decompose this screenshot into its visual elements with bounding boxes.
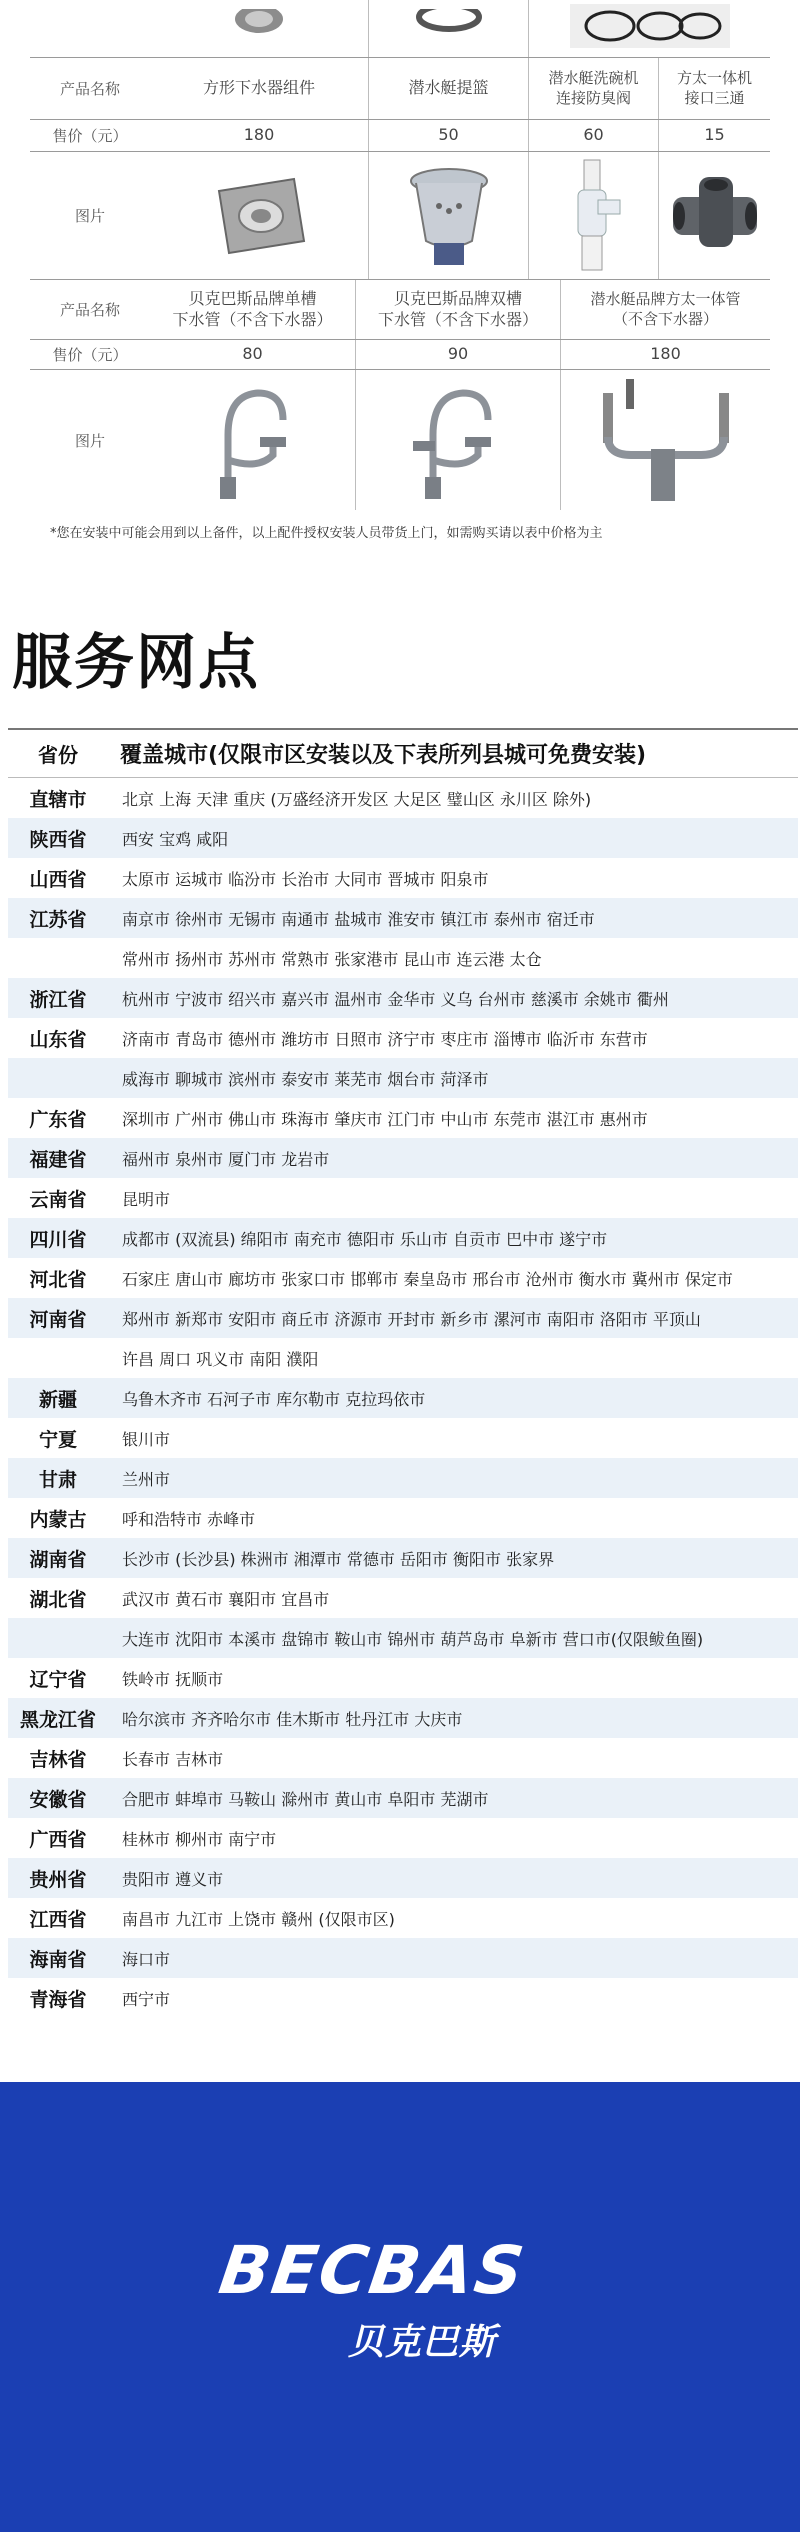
table-row [8, 898, 798, 938]
cities-cell: 武汉市 黄石市 襄阳市 宜昌市 [122, 1589, 330, 1609]
province-cell: 吉林省 [29, 1748, 87, 1771]
table-row [8, 1938, 798, 1978]
image-header: 图片 [74, 431, 105, 450]
table-row [8, 778, 798, 818]
province-cell: 云南省 [29, 1188, 87, 1211]
table-row [8, 1898, 798, 1938]
price-header: 售价（元） [52, 346, 128, 364]
province-cell: 河北省 [29, 1268, 87, 1291]
product-name-row-2 [30, 280, 770, 340]
province-cell: 青海省 [29, 1988, 87, 2011]
cities-cell: 西宁市 [122, 1989, 171, 2009]
cities-cell: 哈尔滨市 齐齐哈尔市 佳木斯市 牡丹江市 大庆市 [122, 1709, 463, 1729]
cities-cell: 合肥市 蚌埠市 马鞍山 滁州市 黄山市 阜阳市 芜湖市 [122, 1789, 489, 1809]
cities-cell: 常州市 扬州市 苏州市 常熟市 张家港市 昆山市 连云港 太仓 [122, 949, 542, 969]
table-row [8, 1858, 798, 1898]
cities-cell: 铁岭市 抚顺市 [122, 1669, 224, 1689]
product-name: 潜水艇品牌方太一体管 （不含下水器） [560, 280, 770, 339]
province-cell: 四川省 [29, 1228, 87, 1251]
product-image-row-1 [30, 152, 770, 280]
cities-cell: 贵阳市 遵义市 [122, 1869, 224, 1889]
table-row [8, 1338, 798, 1378]
province-cell: 海南省 [29, 1948, 87, 1971]
table-row [8, 1498, 798, 1538]
cities-cell: 南京市 徐州市 无锡市 南通市 盐城市 淮安市 镇江市 泰州市 宿迁市 [122, 909, 595, 929]
drain-part-icon [219, 9, 299, 49]
price-header: 售价（元） [52, 127, 128, 145]
anti-odor-valve-icon [564, 156, 624, 276]
cities-header: 覆盖城市(仅限市区安装以及下表所列县城可免费安装) [120, 743, 647, 768]
cities-cell: 兰州市 [122, 1469, 171, 1489]
cities-cell: 长沙市 (长沙县) 株洲市 湘潭市 常德市 岳阳市 衡阳市 张家界 [122, 1549, 555, 1569]
province-cell: 湖南省 [29, 1548, 87, 1571]
service-table [8, 728, 798, 2018]
table-row [8, 1778, 798, 1818]
province-cell: 安徽省 [29, 1788, 87, 1811]
table-row [8, 818, 798, 858]
product-name-row-1 [30, 58, 770, 120]
province-cell: 内蒙古 [29, 1508, 87, 1531]
product-name: 贝克巴斯品牌双槽 下水管（不含下水器） [355, 280, 560, 339]
table-row [8, 1658, 798, 1698]
province-cell: 湖北省 [29, 1588, 87, 1611]
cities-cell: 南昌市 九江市 上饶市 赣州 (仅限市区) [122, 1909, 395, 1929]
province-cell: 福建省 [29, 1148, 87, 1171]
tee-connector-icon [667, 171, 763, 261]
product-name: 方太一体机 接口三通 [658, 58, 770, 119]
province-cell: 贵州省 [29, 1868, 87, 1891]
table-row [8, 1698, 798, 1738]
product-price-row-2 [30, 340, 770, 370]
cities-cell: 太原市 运城市 临汾市 长治市 大同市 晋城市 阳泉市 [122, 869, 489, 889]
province-cell: 辽宁省 [29, 1668, 87, 1691]
table-row [8, 1978, 798, 2018]
cities-cell: 西安 宝鸡 咸阳 [122, 829, 229, 849]
service-table-header [8, 730, 798, 778]
image-header: 图片 [74, 207, 105, 225]
name-header: 产品名称 [59, 80, 120, 98]
product-name: 潜水艇洗碗机 连接防臭阀 [528, 58, 658, 119]
cities-cell: 石家庄 唐山市 廊坊市 张家口市 邯郸市 秦皇岛市 邢台市 沧州市 衡水市 冀州市 保定市 [122, 1269, 733, 1289]
table-row [8, 1538, 798, 1578]
table-row [8, 1578, 798, 1618]
table-row [8, 1138, 798, 1178]
product-price: 50 [368, 120, 528, 151]
cities-cell: 杭州市 宁波市 绍兴市 嘉兴市 温州市 金华市 义乌 台州市 慈溪市 余姚市 衢州 [122, 989, 669, 1009]
table-row [8, 858, 798, 898]
spare-parts-note: *您在安装中可能会用到以上备件，以上配件授权安装人员带货上门，如需购买请以表中价格为主 [50, 526, 603, 541]
cities-cell: 威海市 聊城市 滨州市 泰安市 莱芜市 烟台市 菏泽市 [122, 1069, 489, 1089]
product-price: 15 [658, 120, 770, 151]
product-name: 贝克巴斯品牌单槽 下水管（不含下水器） [172, 288, 333, 329]
product-price: 80 [242, 344, 263, 364]
province-cell: 江西省 [29, 1908, 87, 1931]
cities-cell: 大连市 沈阳市 本溪市 盘锦市 鞍山市 锦州市 葫芦岛市 阜新市 营口市(仅限鲅鱼圈) [122, 1629, 704, 1649]
product-price-row-1 [30, 120, 770, 152]
cities-cell: 福州市 泉州市 厦门市 龙岩市 [122, 1149, 330, 1169]
product-image-strip-top [30, 0, 770, 58]
section-title: 服务网点 [12, 628, 260, 698]
table-row [8, 938, 798, 978]
seal-rings-icon [550, 4, 750, 54]
province-cell: 黑龙江省 [19, 1708, 96, 1731]
service-table-body [8, 778, 798, 2018]
product-price: 180 [560, 340, 770, 369]
product-price: 180 [243, 125, 275, 145]
double-drain-pipe-icon [403, 375, 513, 505]
table-row [8, 1058, 798, 1098]
cities-cell: 桂林市 柳州市 南宁市 [122, 1829, 277, 1849]
table-row [8, 1818, 798, 1858]
province-cell: 甘肃 [38, 1468, 77, 1491]
brand-name-cn: 贝克巴斯 [348, 2322, 497, 2363]
province-cell: 河南省 [29, 1308, 87, 1331]
table-row [8, 1018, 798, 1058]
cities-cell: 成都市 (双流县) 绵阳市 南充市 德阳市 乐山市 自贡市 巴中市 遂宁市 [122, 1229, 608, 1249]
product-price: 90 [355, 340, 560, 369]
strainer-basket-icon [404, 161, 494, 271]
table-row [8, 1418, 798, 1458]
cities-cell: 许昌 周口 巩义市 南阳 濮阳 [122, 1349, 319, 1369]
name-header: 产品名称 [59, 301, 120, 319]
cities-cell: 乌鲁木齐市 石河子市 库尔勒市 克拉玛依市 [122, 1389, 426, 1409]
table-row [8, 1618, 798, 1658]
cities-cell: 呼和浩特市 赤峰市 [122, 1509, 256, 1529]
province-cell: 直辖市 [29, 788, 87, 811]
product-name: 方形下水器组件 [202, 78, 315, 98]
province-cell: 新疆 [38, 1388, 77, 1411]
single-drain-pipe-icon [198, 375, 308, 505]
cities-cell: 深圳市 广州市 佛山市 珠海市 肇庆市 江门市 中山市 东莞市 湛江市 惠州市 [122, 1109, 648, 1129]
cities-cell: 郑州市 新郑市 安阳市 商丘市 济源市 开封市 新乡市 漯河市 南阳市 洛阳市 平顶山 [122, 1309, 701, 1329]
province-cell: 广东省 [29, 1108, 87, 1131]
table-row [8, 978, 798, 1018]
brand-footer [0, 2082, 800, 2532]
basket-rim-icon [409, 9, 489, 49]
province-cell: 广西省 [29, 1828, 87, 1851]
square-drain-icon [204, 171, 314, 261]
province-cell: 山西省 [29, 868, 87, 891]
province-cell: 宁夏 [38, 1428, 77, 1451]
cities-cell: 银川市 [122, 1429, 171, 1449]
brand-logo [214, 2232, 590, 2392]
cities-cell: 济南市 青岛市 德州市 潍坊市 日照市 济宁市 枣庄市 淄博市 临沂市 东营市 [122, 1029, 648, 1049]
table-row [8, 1178, 798, 1218]
table-row [8, 1258, 798, 1298]
table-row [8, 1458, 798, 1498]
table-row [8, 1218, 798, 1258]
product-image-row-2 [30, 370, 770, 510]
cities-cell: 北京 上海 天津 重庆 (万盛经济开发区 大足区 璧山区 永川区 除外) [122, 789, 592, 809]
province-cell: 陕西省 [29, 828, 87, 851]
product-table [30, 0, 770, 512]
province-cell: 浙江省 [29, 988, 87, 1011]
integrated-pipe-icon [591, 375, 741, 505]
province-cell: 山东省 [29, 1028, 87, 1051]
table-row [8, 1098, 798, 1138]
brand-name-en: BECBAS [214, 2232, 531, 2309]
cities-cell: 昆明市 [122, 1189, 171, 1209]
product-price: 60 [528, 120, 658, 151]
cities-cell: 长春市 吉林市 [122, 1749, 224, 1769]
cities-cell: 海口市 [122, 1949, 171, 1969]
province-header: 省份 [38, 743, 78, 767]
table-row [8, 1378, 798, 1418]
province-cell: 江苏省 [29, 908, 87, 931]
table-row [8, 1738, 798, 1778]
product-name: 潜水艇提篮 [368, 58, 528, 119]
table-row [8, 1298, 798, 1338]
